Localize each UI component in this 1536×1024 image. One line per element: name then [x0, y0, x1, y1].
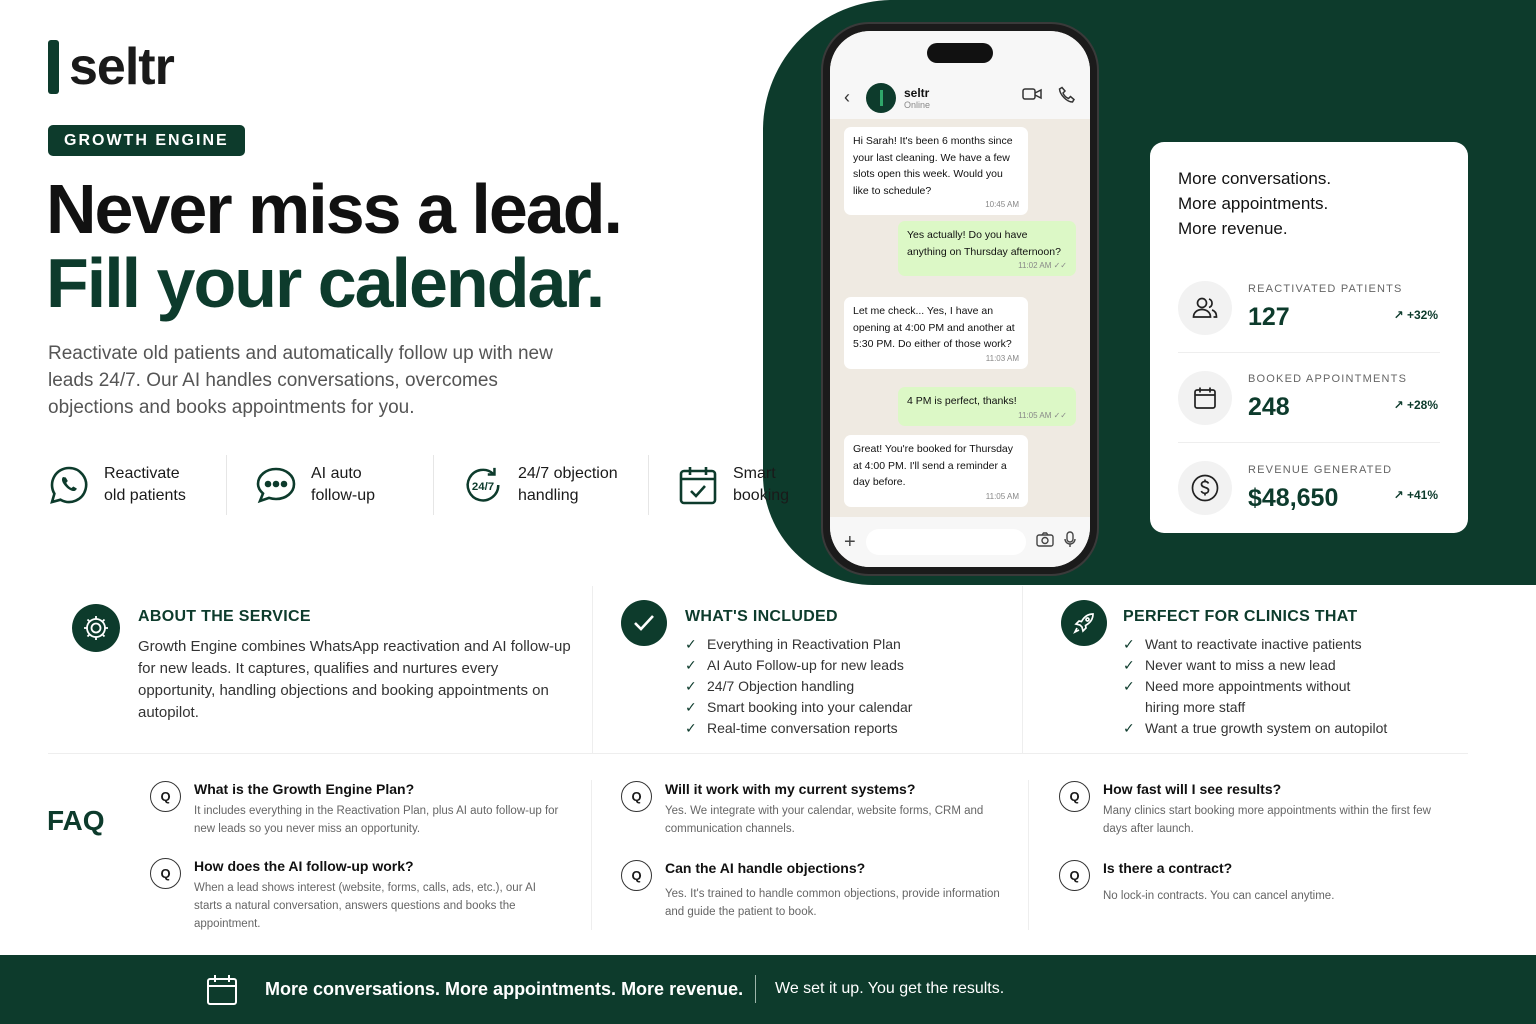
question-icon: Q [621, 781, 652, 812]
contact-status: Online [904, 99, 931, 110]
question-icon: Q [621, 860, 652, 891]
phone-notch [927, 43, 993, 63]
phone-call-icon[interactable] [1058, 86, 1076, 109]
list-item: ✓ Want a true growth system on autopilot [1123, 718, 1468, 739]
question-icon: Q [150, 858, 181, 889]
target-gear-icon [72, 604, 120, 652]
feature-reactivate [48, 455, 227, 515]
plus-icon[interactable]: + [844, 530, 856, 553]
message-text: Great! You're booked for Thursday at 4:00 PM. I'll send a reminder a day before. [853, 443, 1013, 488]
message-time: 10:45 AM [985, 200, 1019, 209]
back-arrow-icon[interactable]: ‹ [844, 87, 850, 107]
stat-delta: ↗ +32% [1393, 308, 1438, 322]
about-text: Growth Engine combines WhatsApp reactivation and AI follow-up for new leads. It captures, qualifies and nurtures every opportunity, handling objections and booking appointments on autopilot. [138, 638, 571, 721]
headline-line-2: Fill your calendar. [46, 244, 604, 322]
contact-avatar[interactable] [866, 83, 896, 113]
chat-screen [830, 31, 1090, 567]
perfect-title: PERFECT FOR CLINICS THAT [1123, 608, 1358, 625]
faq-question: Is there a contract? [1103, 860, 1233, 876]
camera-icon[interactable] [1036, 532, 1054, 552]
list-item: ✓ AI Auto Follow-up for new leads [685, 655, 1022, 676]
stats-heading-line: More conversations. [1178, 169, 1332, 188]
list-item: ✓ 24/7 Objection handling [685, 676, 1022, 697]
faq-answer: No lock-in contracts. You can cancel anytime. [1103, 890, 1335, 902]
about-title: ABOUT THE SERVICE [138, 608, 311, 625]
check-icon: ✓ [685, 678, 697, 694]
check-icon: ✓ [1123, 720, 1135, 736]
contact-info[interactable] [904, 86, 1014, 110]
chat-input-bar [830, 517, 1090, 567]
calendar-icon [1178, 371, 1232, 425]
chat-message-out [898, 387, 1076, 426]
stat-reactivated-patients [1178, 263, 1440, 353]
included-list [685, 634, 1022, 739]
whatsapp-icon [48, 464, 90, 506]
question-icon: Q [150, 781, 181, 812]
faq-answer: Yes. It's trained to handle common objections, provide information and guide the patient to book. [665, 888, 1000, 918]
footer-subtagline: We set it up. You get the results. [775, 980, 1005, 997]
stats-heading [1178, 166, 1440, 241]
feature-label: 24/7 objection handling [518, 465, 618, 504]
feature-objections [462, 455, 649, 515]
faq-title: FAQ [47, 805, 105, 836]
check-icon: ✓ [685, 657, 697, 673]
included-column [592, 586, 1022, 753]
faq-answer: It includes everything in the Reactivation Plan, plus AI auto follow-up for new leads so you never miss an opportunity. [194, 805, 559, 835]
logo[interactable] [48, 40, 174, 94]
footer-divider [755, 975, 756, 1003]
logo-wordmark: seltr [69, 38, 174, 96]
check-icon: ✓ [1123, 636, 1135, 652]
product-badge: GROWTH ENGINE [48, 125, 245, 156]
check-icon: ✓ [1123, 678, 1135, 694]
feature-label: Reactivate old patients [104, 465, 186, 504]
message-text: Hi Sarah! It's been 6 months since your last cleaning. We have a few slots open this week. Would you like to schedule? [853, 135, 1013, 197]
perfect-list [1123, 634, 1468, 739]
message-time: 11:05 AM [985, 491, 1019, 501]
faq-answer: Yes. We integrate with your calendar, website forms, CRM and communication channels. [665, 805, 984, 835]
faq-divider [1028, 780, 1029, 930]
feature-booking [677, 455, 829, 515]
headline [46, 172, 621, 320]
chat-message-in [844, 127, 1028, 215]
feature-list [48, 455, 857, 515]
check-icon: ✓ [685, 636, 697, 652]
stat-label: REACTIVATED PATIENTS [1248, 283, 1403, 295]
faq-question: What is the Growth Engine Plan? [194, 781, 415, 797]
clock-24-7-icon-text: 24/7 [471, 480, 495, 493]
faq-answer: When a lead shows interest (website, forms, calls, ads, etc.), our AI starts a natural conversation, answers questions and books the appointment. [194, 882, 536, 930]
question-icon: Q [1059, 781, 1090, 812]
chat-message-out [898, 221, 1076, 276]
list-item: ✓ Smart booking into your calendar [685, 697, 1022, 718]
chat-message-in [844, 435, 1028, 507]
list-item: ✓ Everything in Reactivation Plan [685, 634, 1022, 655]
message-input[interactable] [866, 529, 1026, 555]
stats-heading-line: More appointments. [1178, 194, 1329, 213]
faq-question: How fast will I see results? [1103, 781, 1282, 797]
users-icon [1178, 281, 1232, 335]
stat-delta: ↗ +28% [1393, 398, 1438, 412]
video-call-icon[interactable] [1022, 86, 1042, 109]
stat-delta: ↗ +41% [1393, 488, 1438, 502]
faq-divider [591, 780, 592, 930]
message-time: 11:02 AM ✓✓ [1018, 261, 1067, 270]
check-icon: ✓ [685, 699, 697, 715]
faq-question: How does the AI follow-up work? [194, 858, 414, 874]
headline-line-1: Never miss a lead. [46, 170, 621, 248]
stats-card [1150, 142, 1468, 533]
feature-label: Smart booking [733, 465, 790, 504]
list-item: ✓ Real-time conversation reports [685, 718, 1022, 739]
calendar-icon [205, 973, 239, 1012]
stat-value: 127 [1248, 303, 1290, 331]
message-text: Let me check... Yes, I have an opening at 4:00 PM and another at 5:30 PM. Do either of those work? [853, 305, 1015, 350]
faq-question: Will it work with my current systems? [665, 781, 916, 797]
faq-answer: Many clinics start booking more appointments within the first few days after launch. [1103, 805, 1431, 835]
check-circle-icon [621, 600, 667, 646]
stat-label: REVENUE GENERATED [1248, 463, 1393, 476]
footer-banner [0, 955, 1536, 1024]
message-time: 11:05 AM ✓✓ [1018, 410, 1067, 420]
stat-revenue-generated [1178, 443, 1440, 533]
stats-heading-line: More revenue. [1178, 219, 1288, 238]
about-column [48, 586, 592, 753]
contact-name: seltr [904, 85, 930, 100]
stat-booked-appointments [1178, 353, 1440, 443]
info-section [48, 586, 1468, 754]
feature-followup [255, 455, 434, 515]
check-icon: ✓ [685, 720, 697, 736]
stat-value: 248 [1248, 393, 1290, 421]
list-item: ✓ Never want to miss a new lead [1123, 655, 1468, 676]
stat-label: BOOKED APPOINTMENTS [1248, 373, 1408, 385]
included-title: WHAT'S INCLUDED [685, 608, 838, 625]
message-text: Yes actually! Do you have anything on Thursday afternoon? [907, 229, 1061, 258]
phone-mockup [823, 24, 1097, 574]
faq-question: Can the AI handle objections? [665, 860, 866, 876]
question-icon: Q [1059, 860, 1090, 891]
microphone-icon[interactable] [1064, 531, 1076, 553]
footer-tagline: More conversations. More appointments. More revenue. [265, 979, 744, 999]
list-item: ✓ Want to reactivate inactive patients [1123, 634, 1468, 655]
perfect-for-column [1022, 586, 1468, 753]
clock-24-7-icon [462, 464, 504, 506]
stat-value: $48,650 [1248, 483, 1339, 512]
message-text: 4 PM is perfect, thanks! [907, 395, 1017, 407]
chat-message-in [844, 297, 1028, 369]
lead-paragraph: Reactivate old patients and automatically follow up with new leads 24/7. Our AI handles conversations, overcomes objections and books appointments for you. [48, 343, 553, 418]
logo-mark [48, 40, 59, 94]
feature-label: AI auto follow-up [311, 465, 376, 504]
dollar-icon [1178, 461, 1232, 515]
rocket-icon [1061, 600, 1107, 646]
calendar-check-icon [677, 464, 719, 506]
check-icon: ✓ [1123, 657, 1135, 673]
chat-bubble-icon [255, 464, 297, 506]
chat-actions [1022, 86, 1076, 109]
list-item: ✓ Need more appointments without hiring more staff [1123, 676, 1468, 718]
message-time: 11:03 AM [985, 353, 1019, 363]
